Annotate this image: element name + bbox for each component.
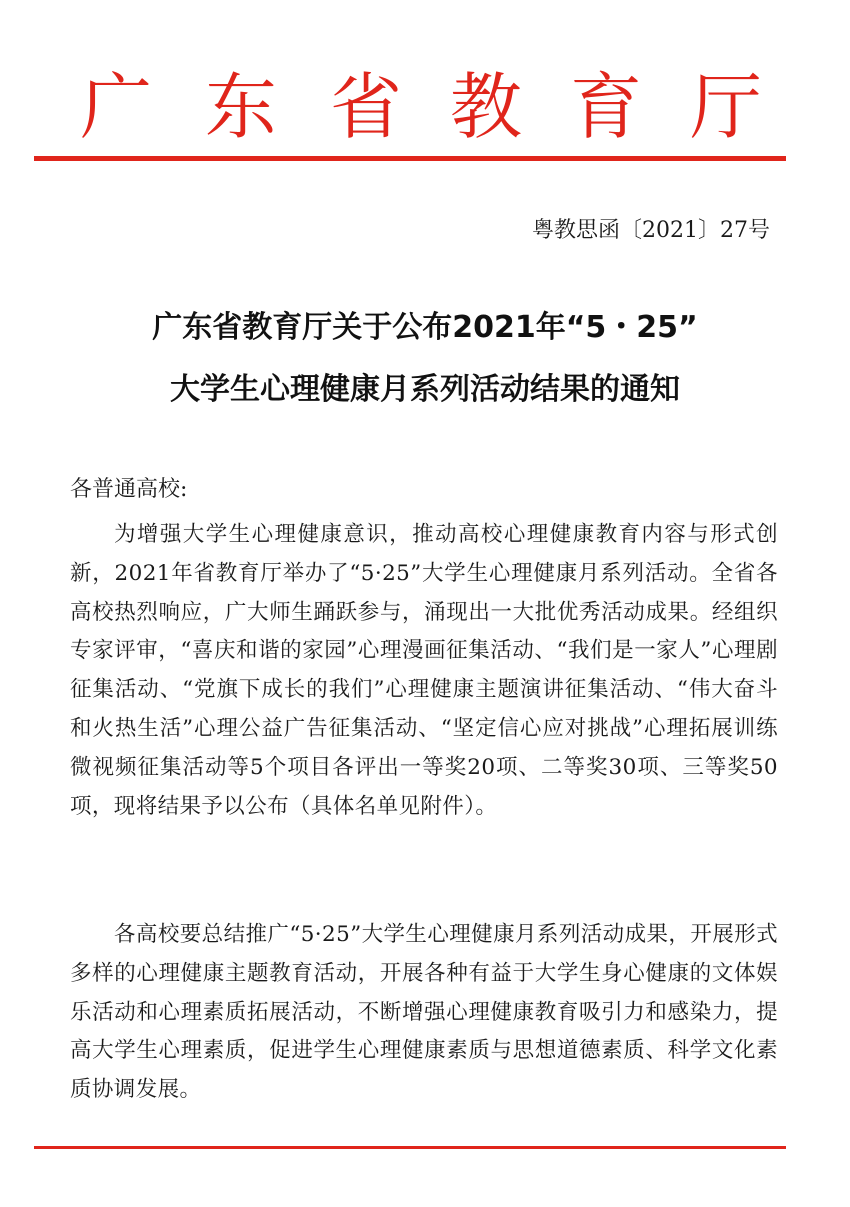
document-number: 粤教思函〔2021〕27号 [532,218,770,243]
letterhead-char: 广 [80,65,153,149]
document-title-line-2: 大学生心理健康月系列活动结果的通知 [170,372,680,407]
body-paragraph-1: 为增强大学生心理健康意识，推动高校心理健康教育内容与形式创新，2021年省教育厅举办了“5·25”大学生心理健康月系列活动。全省各高校热烈响应，广大师生踊跃参与，涌现出一大批优秀活动成果。经组织专家评审，“喜庆和谐的家园”心理漫画征集活动、“我们是一家人”心理剧征集活动、“党旗下成长的我们”心理健康主题演讲征集活动、“伟大奋斗和火热生活”心理公益广告征集活动、“坚定信心应对挑战”心理拓展训练微视频征集活动等5个项目各评出一等奖20项、二等奖30项、三等奖50项，现将结果予以公布（具体名单见附件）。 [70,522,778,819]
letterhead-char: 教 [450,65,523,149]
body-paragraph-2: 各高校要总结推广“5·25”大学生心理健康月系列活动成果，开展形式多样的心理健康主题教育活动，开展各种有益于大学生身心健康的文体娱乐活动和心理素质拓展活动，不断增强心理健康教育吸引力和感染力，提高大学生心理素质，促进学生心理健康素质与思想道德素质、科学文化素质协调发展。 [70,922,778,1103]
salutation: 各普通高校: [70,477,188,502]
letterhead-char: 厅 [690,65,763,149]
document-title-line-1: 广东省教育厅关于公布2021年“5・25” [152,310,698,345]
letterhead-char: 东 [205,65,278,149]
footer-red-rule [34,1146,786,1149]
header-red-rule [34,156,786,161]
letterhead [0,62,850,152]
letterhead-char: 育 [570,65,643,149]
letterhead-char: 省 [330,65,403,149]
